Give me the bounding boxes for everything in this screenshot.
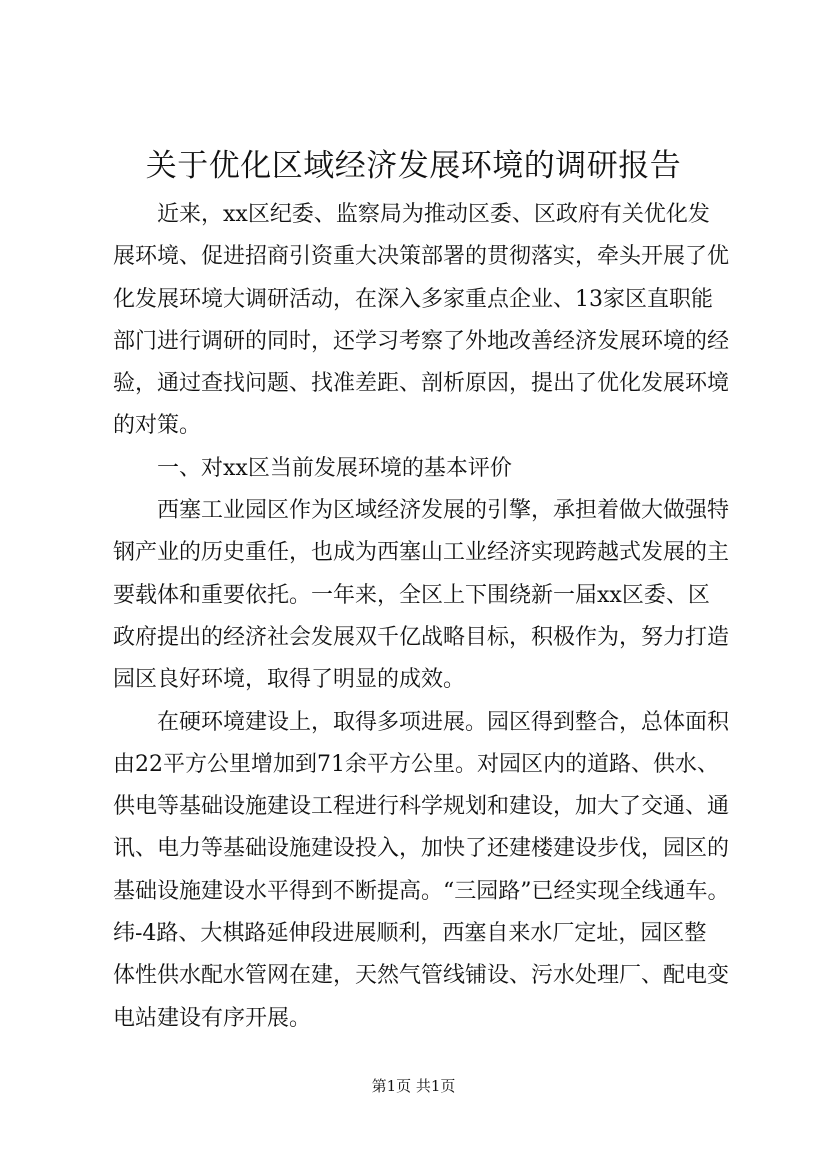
- body-line: 化发展环境大调研活动，在深入多家重点企业、13家区直职能: [113, 286, 713, 312]
- body-line: 基础设施建设水平得到不断提高。“三园路”已经实现全线通车。: [113, 878, 730, 904]
- body-line: 近来，xx区纪委、监察局为推动区委、区政府有关优化发: [113, 202, 710, 227]
- body-line: 要载体和重要依托。一年来，全区上下围绕新一届xx区委、区: [113, 582, 710, 608]
- body-line: 政府提出的经济社会发展双千亿战略目标，积极作为，努力打造: [113, 624, 730, 650]
- body-line: 在硬环境建设上，取得多项进展。园区得到整合，总体面积: [113, 709, 730, 735]
- body-line: 西塞工业园区作为区域经济发展的引擎，承担着做大做强特: [113, 498, 730, 524]
- body-line: 讯、电力等基础设施建设投入，加快了还建楼建设步伐，园区的: [113, 836, 730, 862]
- body-line: 园区良好环境，取得了明显的成效。: [113, 667, 466, 693]
- document-title: 关于优化区域经济发展环境的调研报告: [145, 148, 682, 184]
- body-line: 的对策。: [113, 413, 202, 439]
- page-number-footer: 第1页 共1页: [371, 1077, 456, 1095]
- body-line: 电站建设有序开展。: [113, 1005, 312, 1031]
- body-line: 纬-4路、大棋路延伸段进展顺利，西塞自来水厂定址，园区整: [113, 921, 707, 947]
- body-line: 验，通过查找问题、找准差距、剖析原因，提出了优化发展环境: [113, 371, 730, 397]
- document-body: [113, 194, 733, 1040]
- body-line: 体性供水配水管网在建，天然气管线铺设、污水处理厂、配电变: [113, 963, 730, 989]
- body-line: 供电等基础设施建设工程进行科学规划和建设，加大了交通、通: [113, 794, 730, 820]
- body-line: 钢产业的历史重任，也成为西塞山工业经济实现跨越式发展的主: [113, 540, 730, 566]
- body-line: 由22平方公里增加到71余平方公里。对园区内的道路、供水、: [113, 751, 719, 777]
- section-heading: 一、对xx区当前发展环境的基本评价: [113, 455, 512, 481]
- body-line: 展环境、促进招商引资重大决策部署的贯彻落实，牵头开展了优: [113, 244, 730, 270]
- body-line: 部门进行调研的同时，还学习考察了外地改善经济发展环境的经: [113, 328, 730, 354]
